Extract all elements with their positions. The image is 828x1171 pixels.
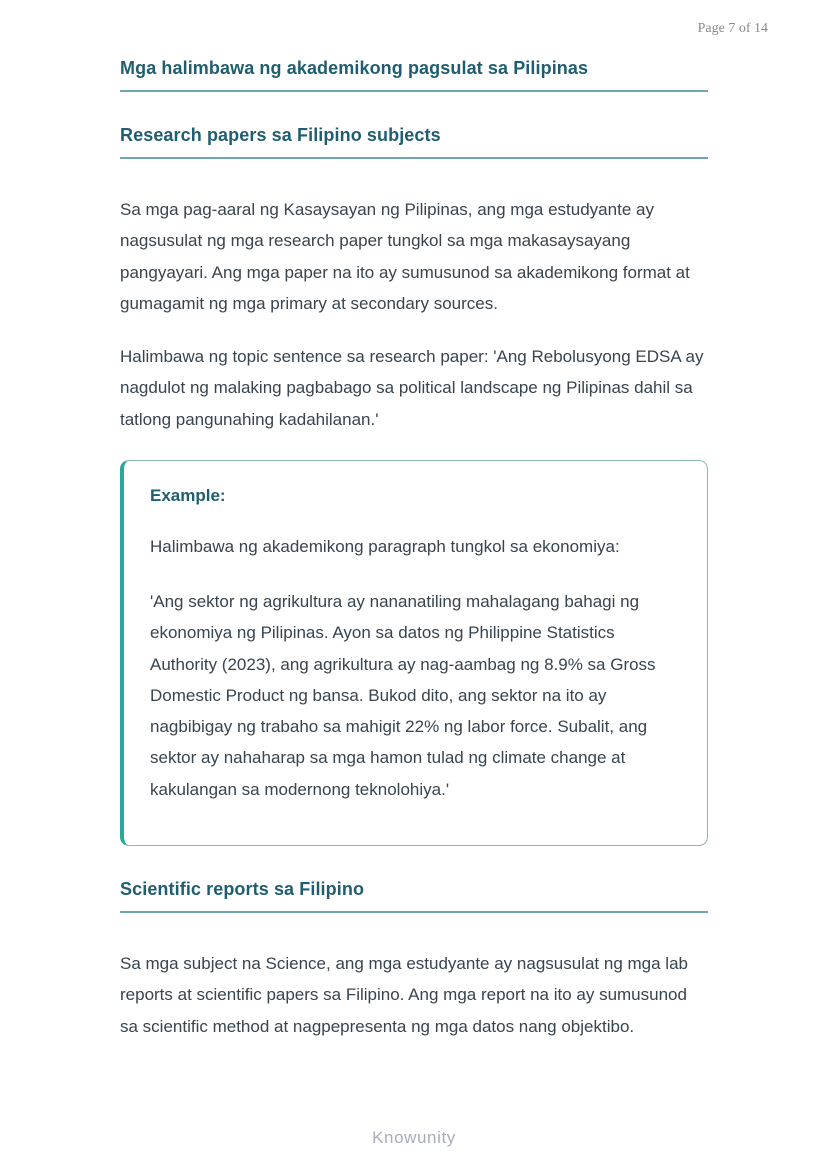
- document-content: [120, 58, 708, 1042]
- example-box-label: Example:: [150, 485, 226, 505]
- section-heading-research-papers: Research papers sa Filipino subjects: [120, 125, 708, 159]
- example-box-intro: Halimbawa ng akademikong paragraph tungkol sa ekonomiya:: [150, 536, 620, 556]
- page-indicator: Page 7 of 14: [697, 21, 768, 36]
- main-title: Mga halimbawa ng akademikong pagsulat sa Pilipinas: [120, 58, 708, 92]
- paragraph-scientific-reports: Sa mga subject na Science, ang mga estudyante ay nagsusulat ng mga lab reports at scientific papers sa Filipino. Ang mga report na ito ay sumusunod sa scientific method at nagpepresenta ng mga datos nang objektibo.: [120, 953, 688, 1036]
- paragraph-research-intro: Sa mga pag-aaral ng Kasaysayan ng Pilipinas, ang mga estudyante ay nagsusulat ng mga research paper tungkol sa mga makasaysayang pangyayari. Ang mga paper na ito ay sumusunod sa akademikong format at gumagamit ng mga primary at secondary sources.: [120, 200, 690, 313]
- footer-brand: Knowunity: [372, 1128, 456, 1147]
- example-box: [120, 460, 708, 846]
- paragraph-topic-sentence-example: Halimbawa ng topic sentence sa research paper: 'Ang Rebolusyong EDSA ay nagdulot ng malaking pagbabago sa political landscape ng Pilipinas dahil sa tatlong pangunahing kadahilanan.': [120, 347, 704, 429]
- section-heading-scientific-reports: Scientific reports sa Filipino: [120, 879, 708, 913]
- example-box-body: 'Ang sektor ng agrikultura ay nananatiling mahalagang bahagi ng ekonomiya ng Pilipinas. Ayon sa datos ng Philippine Statistics Authority (2023), ang agrikultura ay nag-aambag ng 8.9% sa Gross Domestic Product ng bansa. Bukod dito, ang sektor na ito ay nagbibigay ng trabaho sa mahigit 22% ng labor force. Subalit, ang sektor ay nahaharap sa mga hamon tulad ng climate change at kakulangan sa modernong teknolohiya.': [150, 592, 656, 799]
